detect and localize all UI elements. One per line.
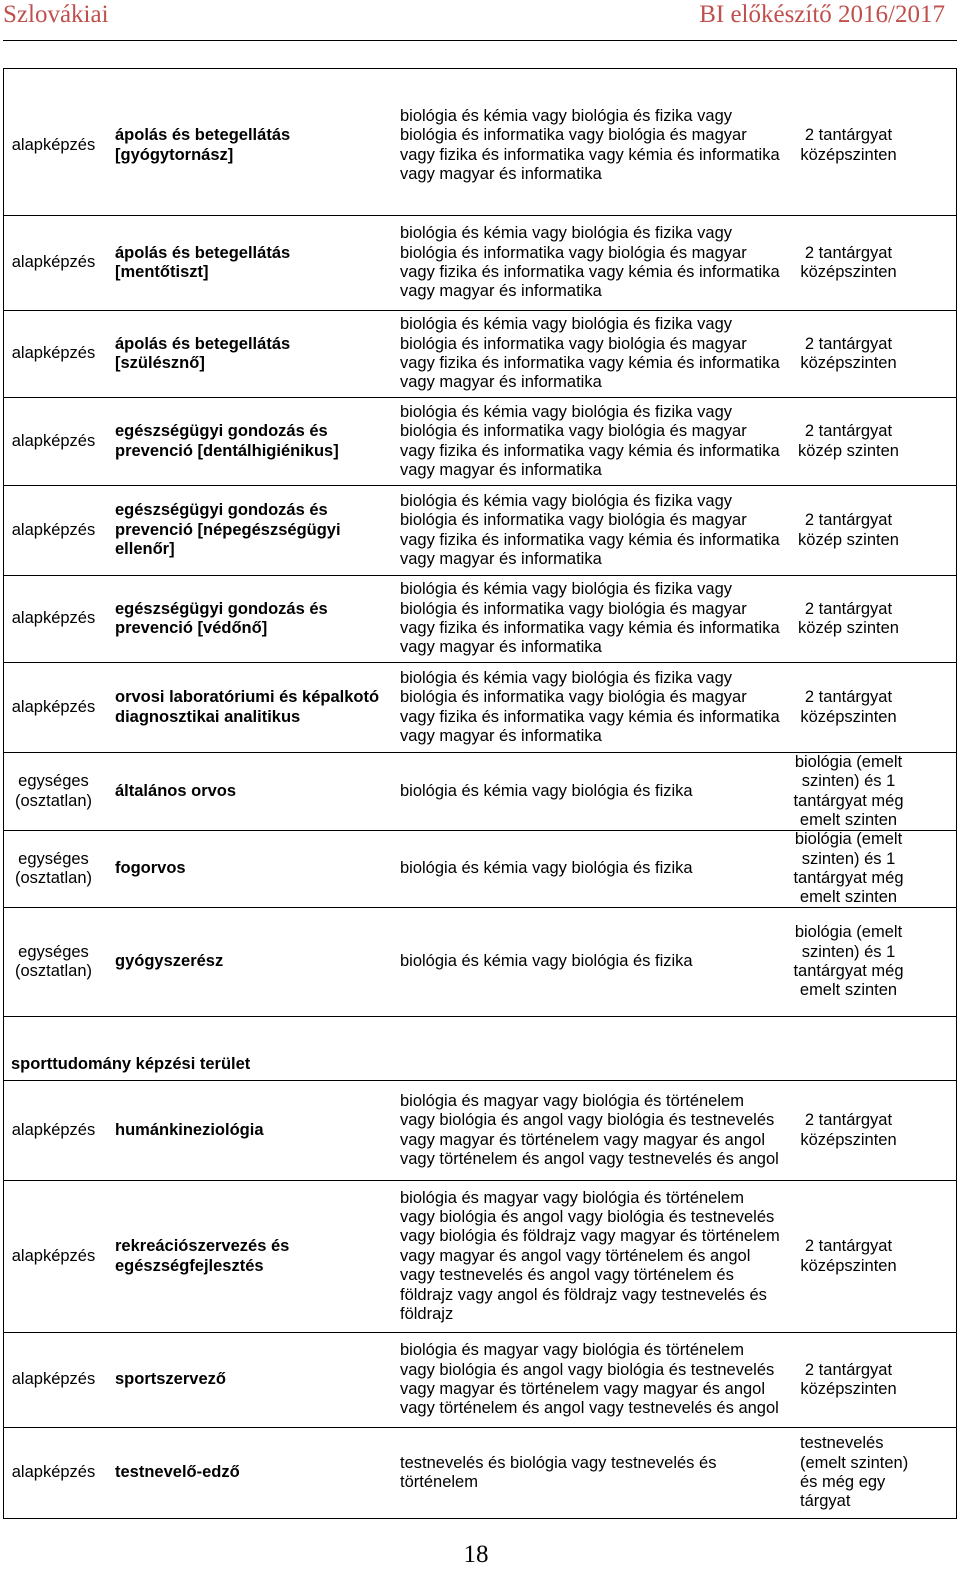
subjects-text: vagy magyar és történelem vagy magyar és angol — [400, 1130, 766, 1149]
requirement-text: 2 tantárgyat — [804, 1237, 893, 1256]
level-text: (osztatlan) — [14, 962, 93, 980]
subjects-text: vagy magyar és informatika — [400, 373, 602, 392]
subjects-text: biológia és informatika vagy biológia és magyar — [400, 126, 747, 145]
subjects-text: földrajz — [400, 1305, 454, 1324]
requirement-text: középszinten — [800, 707, 897, 726]
subjects-text: biológia és magyar vagy biológia és történelem — [400, 1341, 744, 1360]
program-text: prevenció [dentálhigiénikus] — [115, 441, 339, 460]
table-row — [4, 576, 956, 663]
subjects-text: vagy biológia és angol vagy biológia és testnevelés — [400, 1207, 775, 1226]
program-cell — [103, 486, 390, 575]
requirement-text: biológia (emelt — [794, 753, 903, 771]
subjects-text: történelem — [400, 1473, 478, 1491]
level-text: alapképzés — [11, 1463, 96, 1482]
table-row — [4, 753, 956, 831]
requirement-text: szinten) és 1 — [801, 942, 896, 961]
program-cell — [103, 311, 390, 397]
level-cell — [4, 486, 103, 575]
requirement-text: középszinten — [800, 1380, 897, 1398]
requirement-cell — [793, 908, 956, 1016]
requirement-text: és még egy — [800, 1473, 886, 1491]
subjects-text: biológia és informatika vagy biológia és magyar — [400, 511, 747, 530]
table-row — [4, 1428, 956, 1519]
requirement-text: középszinten — [800, 1130, 897, 1149]
subjects-text: földrajz vagy angol és földrajz vagy testnevelés és — [400, 1285, 767, 1304]
requirement-text: tárgyat — [800, 1492, 851, 1511]
subjects-text: vagy fizika és informatika vagy kémia és informatika — [400, 619, 780, 637]
subjects-text: vagy biológia és angol vagy biológia és testnevelés — [400, 1360, 775, 1379]
program-text: [gyógytornász] — [115, 145, 234, 164]
subjects-cell — [390, 1181, 793, 1332]
table-row — [4, 69, 956, 216]
requirement-text: 2 tantárgyat — [804, 688, 893, 707]
requirement-text: közép szinten — [798, 441, 899, 460]
level-text: alapképzés — [11, 431, 96, 450]
level-text: alapképzés — [11, 135, 96, 154]
subjects-text: vagy testnevelés és angol vagy történelem és — [400, 1266, 734, 1285]
subjects-cell — [390, 831, 793, 907]
program-text: diagnosztikai analitikus — [115, 707, 301, 726]
subjects-text: biológia és informatika vagy biológia és magyar — [400, 243, 747, 262]
program-cell — [103, 908, 390, 1016]
level-cell — [4, 1333, 103, 1427]
requirement-cell — [793, 1081, 956, 1180]
subjects-text: biológia és kémia vagy biológia és fizika vagy — [400, 491, 733, 510]
requirement-text: középszinten — [800, 1256, 897, 1275]
program-text: prevenció [védőnő] — [115, 619, 268, 637]
level-cell — [4, 311, 103, 397]
requirement-cell — [793, 1428, 956, 1518]
subjects-cell — [390, 486, 793, 575]
requirement-text: szinten) és 1 — [801, 849, 896, 868]
requirement-text: középszinten — [800, 145, 897, 164]
requirement-cell — [793, 486, 956, 575]
subjects-text: vagy magyar és történelem vagy magyar és angol — [400, 1380, 766, 1398]
program-text: ellenőr] — [115, 540, 175, 559]
level-cell — [4, 831, 103, 907]
subjects-text: vagy magyar és informatika — [400, 726, 602, 745]
requirement-text: közép szinten — [798, 530, 899, 549]
level-cell — [4, 398, 103, 485]
level-cell — [4, 576, 103, 662]
subjects-text: vagy történelem és angol vagy testnevelés és angol — [400, 1399, 779, 1418]
subjects-text: biológia és magyar vagy biológia és történelem — [400, 1091, 744, 1110]
subjects-cell — [390, 576, 793, 662]
subjects-text: vagy biológia és angol vagy biológia és testnevelés — [400, 1111, 775, 1130]
program-text: testnevelő-edző — [115, 1463, 240, 1482]
requirement-text: tantárgyat még — [793, 791, 904, 810]
program-text: gyógyszerész — [115, 952, 224, 971]
level-text: alapképzés — [11, 1246, 96, 1265]
level-text: (osztatlan) — [14, 869, 93, 887]
subjects-text: biológia és kémia vagy biológia és fizika vagy — [400, 580, 733, 599]
subjects-text: vagy fizika és informatika vagy kémia és informatika — [400, 263, 780, 281]
program-text: fogorvos — [115, 859, 186, 878]
requirement-text: közép szinten — [798, 619, 899, 637]
requirement-text: 2 tantárgyat — [804, 511, 893, 530]
subjects-text: vagy fizika és informatika vagy kémia és informatika — [400, 441, 780, 460]
header-right-title: BI előkészítő 2016/2017 — [699, 1, 945, 28]
subjects-text: biológia és kémia vagy biológia és fizika — [400, 952, 693, 971]
subjects-text: vagy fizika és informatika vagy kémia és informatika — [400, 707, 780, 726]
level-text: alapképzés — [11, 1120, 96, 1139]
table-row — [4, 831, 956, 908]
requirement-text: 2 tantárgyat — [804, 1111, 893, 1130]
level-text: egységes — [18, 772, 89, 791]
subjects-text: testnevelés és biológia vagy testnevelés és — [400, 1453, 717, 1472]
program-cell — [103, 398, 390, 485]
level-cell — [4, 1428, 103, 1518]
requirement-text: (emelt szinten) — [800, 1453, 909, 1472]
subjects-text: biológia és kémia vagy biológia és fizika vagy — [400, 224, 733, 243]
subjects-text: biológia és kémia vagy biológia és fizika — [400, 781, 693, 800]
subjects-text: biológia és kémia vagy biológia és fizika vagy — [400, 315, 733, 334]
level-text: egységes — [18, 942, 89, 961]
requirement-text: 2 tantárgyat — [804, 1360, 893, 1379]
subjects-text: biológia és kémia vagy biológia és fizika vagy — [400, 106, 733, 125]
subjects-text: vagy magyar és informatika — [400, 549, 602, 568]
subjects-text: vagy történelem és angol vagy testnevelés és angol — [400, 1149, 779, 1168]
level-cell — [4, 216, 103, 310]
admission-requirements-table — [3, 68, 957, 1519]
program-text: [szülésznő] — [115, 354, 205, 372]
level-text: alapképzés — [11, 520, 96, 539]
header-left-title: Szlovákiai — [3, 1, 109, 28]
level-text: alapképzés — [11, 253, 96, 272]
requirement-text: középszinten — [800, 263, 897, 281]
table-row — [4, 311, 956, 398]
table-row — [4, 398, 956, 486]
program-cell — [103, 1333, 390, 1427]
table-row — [4, 663, 956, 753]
table-row — [4, 1333, 956, 1428]
program-cell — [103, 1081, 390, 1180]
program-cell — [103, 69, 390, 215]
requirement-cell — [793, 1181, 956, 1332]
program-text: [mentőtiszt] — [115, 263, 209, 281]
program-text: egészségügyi gondozás és — [115, 599, 328, 618]
level-cell — [4, 1081, 103, 1180]
subjects-cell — [390, 1428, 793, 1518]
subjects-cell — [390, 69, 793, 215]
requirement-text: 2 tantárgyat — [804, 334, 893, 353]
program-cell — [103, 576, 390, 662]
level-cell — [4, 663, 103, 752]
subjects-text: vagy magyar és informatika — [400, 282, 602, 301]
program-text: ápolás és betegellátás — [115, 334, 291, 353]
program-cell — [103, 753, 390, 830]
subjects-text: biológia és informatika vagy biológia és magyar — [400, 688, 747, 707]
requirement-cell — [793, 663, 956, 752]
requirement-text: tantárgyat még — [793, 962, 904, 980]
program-cell — [103, 663, 390, 752]
program-text: egészségügyi gondozás és — [115, 422, 328, 441]
requirement-text: tantárgyat még — [793, 869, 904, 887]
subjects-text: vagy fizika és informatika vagy kémia és informatika — [400, 145, 780, 164]
level-text: alapképzés — [11, 609, 96, 628]
subjects-cell — [390, 311, 793, 397]
requirement-cell — [793, 311, 956, 397]
subjects-text: vagy fizika és informatika vagy kémia és informatika — [400, 530, 780, 549]
level-cell — [4, 1181, 103, 1332]
table-row — [4, 486, 956, 576]
subjects-text: biológia és informatika vagy biológia és magyar — [400, 334, 747, 353]
subjects-text: vagy magyar és informatika — [400, 164, 602, 183]
table-row — [4, 908, 956, 1017]
table-row — [4, 1181, 956, 1333]
level-text: alapképzés — [11, 1370, 96, 1389]
requirement-text: 2 tantárgyat — [804, 126, 893, 145]
requirement-text: 2 tantárgyat — [804, 599, 893, 618]
subjects-text: biológia és informatika vagy biológia és magyar — [400, 422, 747, 441]
subjects-text: biológia és kémia vagy biológia és fizika — [400, 859, 693, 878]
level-text: alapképzés — [11, 344, 96, 363]
subjects-text: biológia és kémia vagy biológia és fizika vagy — [400, 668, 733, 687]
program-text: egészségügyi gondozás és — [115, 501, 328, 520]
program-text: általános orvos — [115, 781, 237, 800]
program-cell — [103, 831, 390, 907]
level-cell — [4, 753, 103, 830]
subjects-cell — [390, 753, 793, 830]
requirement-text: emelt szinten — [799, 888, 898, 907]
program-text: ápolás és betegellátás — [115, 243, 291, 262]
requirement-text: 2 tantárgyat — [804, 243, 893, 262]
page-number: 18 — [463, 1541, 489, 1568]
subjects-text: biológia és kémia vagy biológia és fizika vagy — [400, 402, 733, 421]
subjects-cell — [390, 663, 793, 752]
program-text: humánkineziológia — [115, 1120, 264, 1139]
requirement-text: biológia (emelt — [794, 831, 903, 849]
program-cell — [103, 1181, 390, 1332]
requirement-cell — [793, 69, 956, 215]
requirement-cell — [793, 831, 956, 907]
subjects-text: vagy magyar és angol vagy történelem és angol — [400, 1246, 751, 1265]
program-text: rekreációszervezés és — [115, 1237, 290, 1256]
subjects-text: biológia és informatika vagy biológia és magyar — [400, 599, 747, 618]
page-header — [3, 0, 957, 41]
program-text: ápolás és betegellátás — [115, 126, 291, 145]
subjects-text: vagy magyar és informatika — [400, 460, 602, 479]
requirement-text: emelt szinten — [799, 981, 898, 1000]
level-cell — [4, 908, 103, 1016]
requirement-text: emelt szinten — [799, 810, 898, 829]
requirement-text: biológia (emelt — [794, 923, 903, 942]
subjects-cell — [390, 1333, 793, 1427]
requirement-text: szinten) és 1 — [801, 772, 896, 791]
requirement-text: testnevelés — [800, 1434, 884, 1453]
level-text: (osztatlan) — [14, 791, 93, 810]
requirement-text: 2 tantárgyat — [804, 422, 893, 441]
subjects-text: biológia és magyar vagy biológia és történelem — [400, 1188, 744, 1207]
section-row — [4, 1017, 956, 1081]
table-row — [4, 1081, 956, 1181]
subjects-cell — [390, 1081, 793, 1180]
subjects-cell — [390, 908, 793, 1016]
requirement-cell — [793, 753, 956, 830]
level-text: alapképzés — [11, 697, 96, 716]
requirement-cell — [793, 576, 956, 662]
subjects-cell — [390, 398, 793, 485]
program-cell — [103, 1428, 390, 1518]
subjects-text: vagy magyar és informatika — [400, 638, 602, 657]
program-text: prevenció [népegészségügyi — [115, 520, 341, 539]
subjects-text: vagy fizika és informatika vagy kémia és informatika — [400, 354, 780, 372]
table-row — [4, 216, 956, 311]
program-text: orvosi laboratóriumi és képalkotó — [115, 688, 380, 707]
program-text: egészségfejlesztés — [115, 1256, 264, 1275]
requirement-cell — [793, 398, 956, 485]
requirement-cell — [793, 1333, 956, 1427]
section-title: sporttudomány képzési terület — [11, 1054, 251, 1073]
subjects-text: vagy biológia és földrajz vagy magyar és történelem — [400, 1227, 780, 1246]
program-cell — [103, 216, 390, 310]
level-text: egységes — [18, 849, 89, 868]
requirement-text: középszinten — [800, 354, 897, 372]
subjects-cell — [390, 216, 793, 310]
level-cell — [4, 69, 103, 215]
requirement-cell — [793, 216, 956, 310]
program-text: sportszervező — [115, 1370, 226, 1389]
